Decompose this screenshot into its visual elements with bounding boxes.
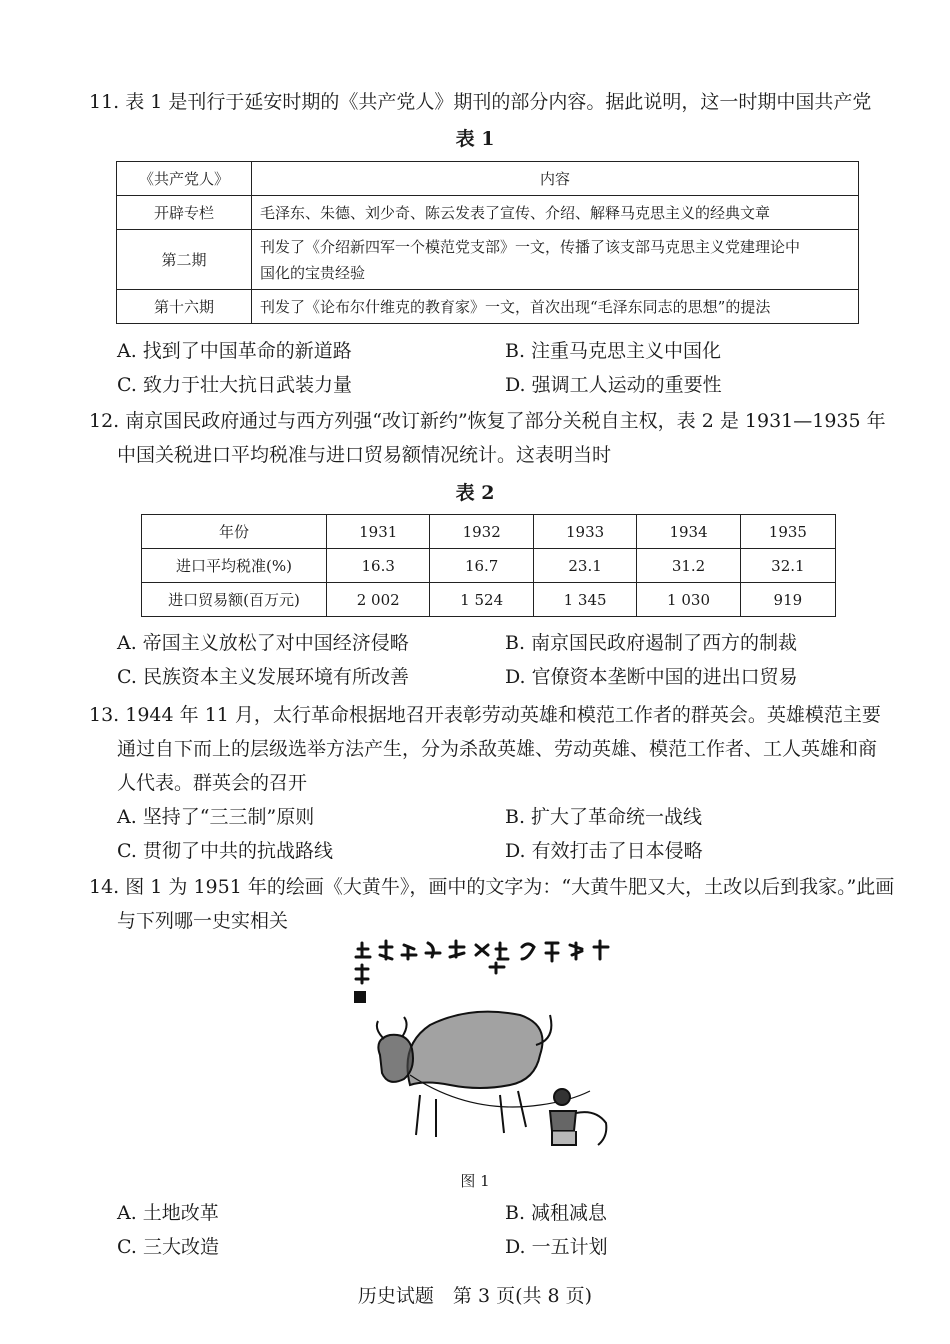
table-row [142, 583, 836, 617]
table-cell: 31.2 [637, 549, 740, 583]
q14-option-c[interactable]: C. 三大改造 [117, 1236, 219, 1258]
table-1 [116, 161, 859, 324]
q12-option-d[interactable]: D. 官僚资本垄断中国的进出口贸易 [505, 666, 798, 688]
q11-option-a[interactable]: A. 找到了中国革命的新道路 [117, 340, 352, 362]
table-1-row1-content: 毛泽东、朱德、刘少奇、陈云发表了宣传、介绍、解释马克思主义的经典文章 [252, 196, 859, 230]
q12-stem-line1: 12. 南京国民政府通过与西方列强“改订新约”恢复了部分关税自主权，表 2 是 1931—1935 年 [89, 410, 886, 432]
ox-figure [377, 1012, 552, 1137]
table-1-header-col1: 《共产党人》 [117, 162, 252, 196]
table-1-row2-content [252, 230, 859, 290]
table-cell: 919 [740, 583, 835, 617]
page-footer: 历史试题 第 3 页(共 8 页) [357, 1285, 593, 1307]
table-2-header-label: 年份 [142, 515, 327, 549]
q12-option-a[interactable]: A. 帝国主义放松了对中国经济侵略 [117, 632, 409, 654]
table-1-row2-label: 第二期 [117, 230, 252, 290]
table-1-row1-label: 开辟专栏 [117, 196, 252, 230]
calligraphy-strokes [356, 941, 608, 983]
figure-caption: 图 1 [460, 1172, 490, 1190]
q13-option-a[interactable]: A. 坚持了“三三制”原则 [117, 806, 315, 828]
table-cell: 16.3 [327, 549, 430, 583]
table-row [142, 549, 836, 583]
table-row [117, 196, 859, 230]
ox-painting-illustration [340, 935, 630, 1167]
q11-option-b[interactable]: B. 注重马克思主义中国化 [505, 340, 722, 362]
table-1-row2-content-line2: 国化的宝贵经验 [260, 263, 366, 282]
q12-option-b[interactable]: B. 南京国民政府遏制了西方的制裁 [505, 632, 798, 654]
table-cell: 1 524 [430, 583, 533, 617]
q11-option-c[interactable]: C. 致力于壮大抗日武装力量 [117, 374, 352, 396]
q14-option-b[interactable]: B. 减租减息 [505, 1202, 608, 1224]
child-figure [550, 1089, 606, 1145]
q11-option-d[interactable]: D. 强调工人运动的重要性 [505, 374, 722, 396]
q13-option-c[interactable]: C. 贯彻了中共的抗战路线 [117, 840, 333, 862]
table-2-row2-label: 进口贸易额(百万元) [142, 583, 327, 617]
seal-stamp [354, 991, 366, 1003]
table-2-row1-label: 进口平均税准(%) [142, 549, 327, 583]
painting-figure [340, 935, 630, 1167]
q13-option-b[interactable]: B. 扩大了革命统一战线 [505, 806, 703, 828]
table-1-row3-label: 第十六期 [117, 290, 252, 324]
table-1-row3-content: 刊发了《论布尔什维克的教育家》一文，首次出现“毛泽东同志的思想”的提法 [252, 290, 859, 324]
q14-option-a[interactable]: A. 土地改革 [117, 1202, 219, 1224]
q13-option-d[interactable]: D. 有效打击了日本侵略 [505, 840, 703, 862]
table-cell: 16.7 [430, 549, 533, 583]
table1-title: 表 1 [455, 128, 495, 150]
table-2-year: 1934 [637, 515, 740, 549]
table-2-year: 1932 [430, 515, 533, 549]
table-cell: 32.1 [740, 549, 835, 583]
table-row [117, 290, 859, 324]
table-2-year: 1931 [327, 515, 430, 549]
q14-stem-line2: 与下列哪一史实相关 [117, 910, 289, 932]
table-2-header-row [142, 515, 836, 549]
table-cell: 1 345 [533, 583, 636, 617]
table-cell: 2 002 [327, 583, 430, 617]
table-row [117, 230, 859, 290]
table-cell: 23.1 [533, 549, 636, 583]
q13-stem-line2: 通过自下而上的层级选举方法产生，分为杀敌英雄、劳动英雄、模范工作者、工人英雄和商 [117, 738, 878, 760]
table-2 [141, 514, 836, 617]
q11-stem: 11. 表 1 是刊行于延安时期的《共产党人》期刊的部分内容。据此说明，这一时期中国共产党 [89, 91, 872, 113]
table-cell: 1 030 [637, 583, 740, 617]
table-1-header-col2: 内容 [252, 162, 859, 196]
table-2-year: 1935 [740, 515, 835, 549]
table-1-row2-content-line1: 刊发了《介绍新四军一个模范党支部》一文，传播了该支部马克思主义党建理论中 [260, 237, 801, 256]
q13-stem-line1: 13. 1944 年 11 月，太行革命根据地召开表彰劳动英雄和模范工作者的群英会。英雄模范主要 [89, 704, 881, 726]
q12-stem-line2: 中国关税进口平均税准与进口贸易额情况统计。这表明当时 [117, 444, 612, 466]
q13-stem-line3: 人代表。群英会的召开 [117, 772, 308, 794]
q12-option-c[interactable]: C. 民族资本主义发展环境有所改善 [117, 666, 409, 688]
table-2-year: 1933 [533, 515, 636, 549]
table2-title: 表 2 [455, 482, 495, 504]
table-1-header-row [117, 162, 859, 196]
q14-option-d[interactable]: D. 一五计划 [505, 1236, 608, 1258]
q14-stem-line1: 14. 图 1 为 1951 年的绘画《大黄牛》，画中的文字为：“大黄牛肥又大，土改以后到我家。”此画 [89, 876, 895, 898]
